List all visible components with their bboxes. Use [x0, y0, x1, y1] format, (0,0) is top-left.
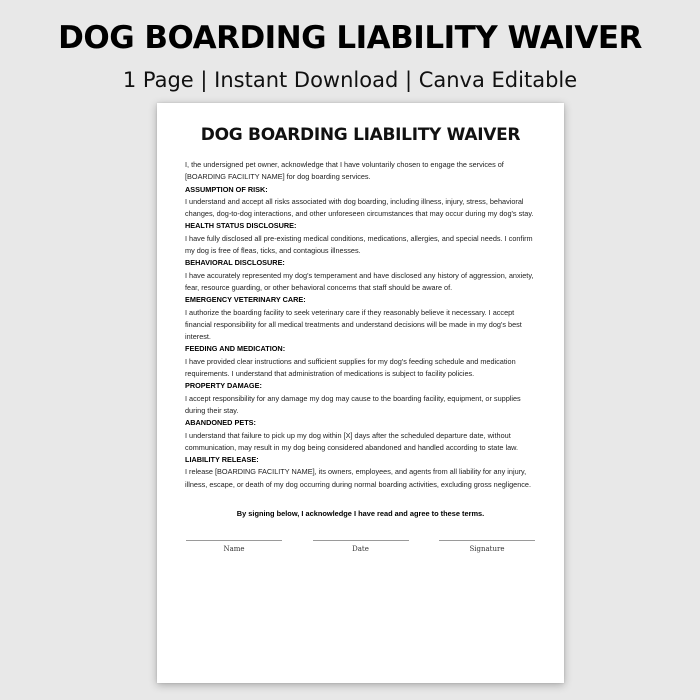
section-heading: BEHAVIORAL DISCLOSURE: [185, 258, 285, 268]
section-heading: HEALTH STATUS DISCLOSURE: [185, 221, 297, 231]
section-health-status-disclosure [185, 220, 536, 257]
section-text: I have fully disclosed all pre-existing medical conditions, medications, allergies, and special needs. I confirm my dog is free of fleas, ticks, and contagious illnesses. [185, 233, 533, 256]
signature-area [185, 540, 536, 553]
signature-line [439, 540, 535, 541]
section-heading: EMERGENCY VETERINARY CARE: [185, 295, 306, 305]
document-title: DOG BOARDING LIABILITY WAIVER [200, 125, 521, 145]
section-text: I understand that failure to pick up my dog within [X] days after the scheduled departure date, without communication, may result in my dog being considered abandoned and handled according to state law. [185, 430, 519, 452]
signature-field-date [313, 540, 409, 553]
signature-line [313, 540, 409, 541]
waiver-document [157, 103, 564, 683]
section-liability-release [185, 454, 536, 491]
section-heading: FEEDING AND MEDICATION: [185, 344, 286, 354]
signature-label: Name [223, 545, 245, 554]
signature-line [186, 540, 282, 541]
acknowledgment-statement: By signing below, I acknowledge I have read and agree to these terms. [236, 509, 485, 519]
signature-label: Date [352, 545, 369, 554]
document-body [185, 159, 536, 491]
signature-field-name [186, 540, 282, 553]
intro-paragraph: I, the undersigned pet owner, acknowledge that I have voluntarily chosen to engage the services of [BOARDING FACILITY NAME] for dog boarding services. [185, 160, 504, 182]
section-feeding-and-medication [185, 343, 536, 380]
section-assumption-of-risk [185, 184, 536, 221]
section-heading: ASSUMPTION OF RISK: [185, 184, 268, 194]
section-abandoned-pets [185, 417, 536, 454]
signature-field-signature [439, 540, 535, 553]
banner-subtitle: 1 Page | Instant Download | Canva Editable [122, 68, 578, 92]
section-text: I authorize the boarding facility to seek veterinary care if they reasonably believe it necessary. I accept financial responsibility for all medical treatments and understand decisions will be made in my dog's best interest. [185, 307, 522, 342]
section-text: I understand and accept all risks associated with dog boarding, including illness, injury, stress, behavioral changes, dog-to-dog interactions, and other unforeseen circumstances that may occur during my dog's stay. [185, 196, 534, 219]
section-heading: ABANDONED PETS: [185, 418, 256, 428]
section-heading: LIABILITY RELEASE: [185, 455, 259, 465]
section-text: I have provided clear instructions and sufficient supplies for my dog's feeding schedule and medication requirements. I understand that administration of medications is subject to facility policies. [185, 356, 516, 379]
section-heading: PROPERTY DAMAGE: [185, 381, 262, 391]
section-text: I accept responsibility for any damage my dog may cause to the boarding facility, equipment, or supplies during their stay. [185, 393, 521, 415]
section-text: I release [BOARDING FACILITY NAME], its owners, employees, and agents from all liability for any injury, illness, escape, or death of my dog occurring during normal boarding activities, excluding gross negligence. [185, 467, 531, 489]
section-text: I have accurately represented my dog's temperament and have disclosed any history of aggression, anxiety, fear, resource guarding, or other behavioral concerns that staff should be aware of. [185, 270, 534, 292]
banner-title: DOG BOARDING LIABILITY WAIVER [58, 20, 642, 56]
section-behavioral-disclosure [185, 257, 536, 294]
section-emergency-veterinary-care [185, 294, 536, 343]
signature-label: Signature [469, 545, 505, 554]
section-property-damage [185, 380, 536, 417]
